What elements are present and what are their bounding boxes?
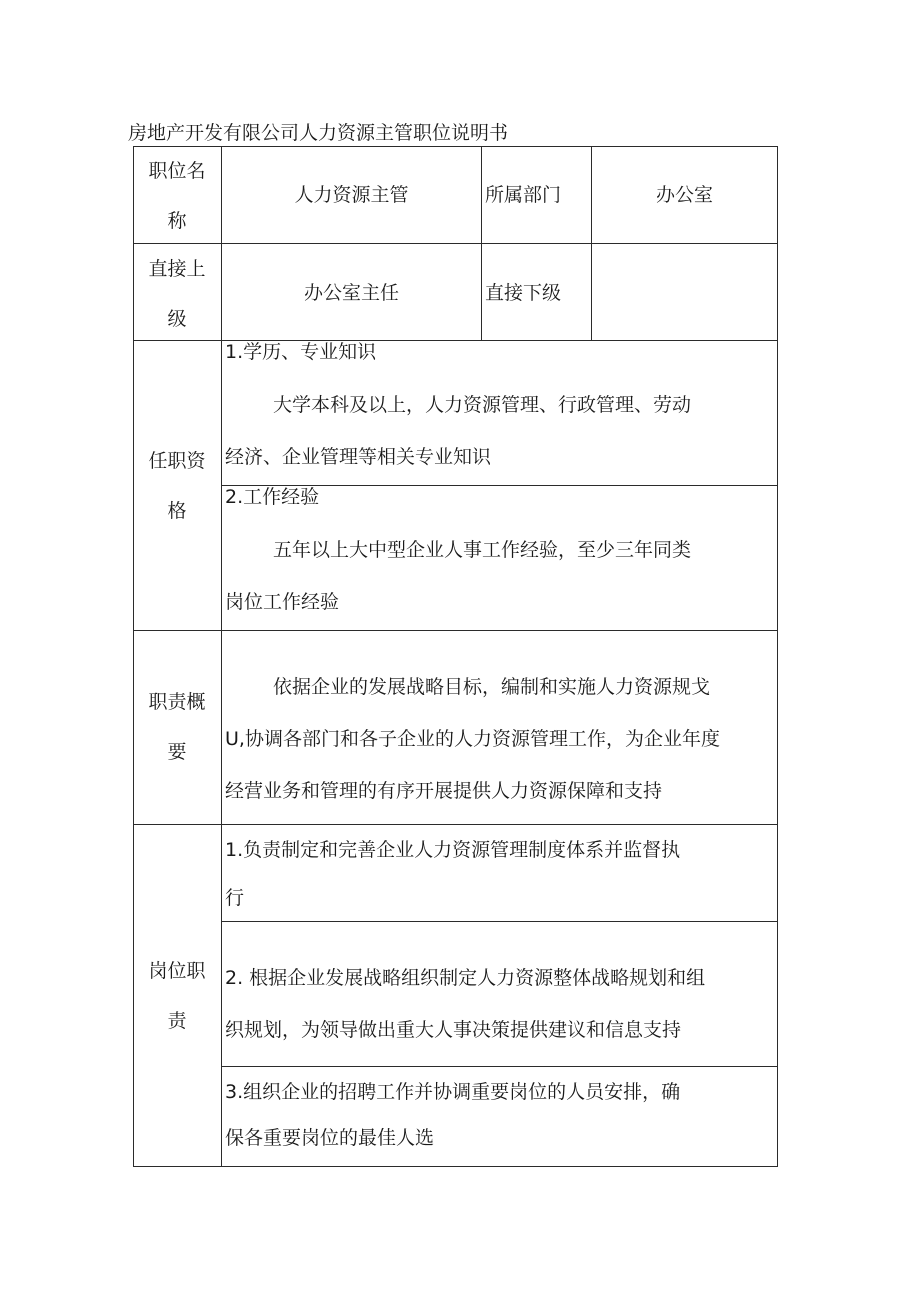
experience-text: 五年以上大中型企业人事工作经验，至少三年同类 (273, 539, 692, 561)
department-label: 所属部门 (485, 184, 562, 206)
row-divider (133, 824, 778, 825)
education-text: 大学本科及以上，人力资源管理、行政管理、劳动 (273, 394, 692, 416)
education-text: 经济、企业管理等相关专业知识 (225, 446, 492, 468)
qualifications-label: 任职资 格 (148, 450, 206, 522)
experience-heading: 2.工作经验 (225, 486, 320, 508)
experience-section (225, 477, 691, 628)
education-section (225, 332, 691, 483)
table-border-top (133, 146, 778, 147)
table-border-bottom (133, 1166, 778, 1167)
job-duties-label: 岗位职 责 (148, 960, 206, 1032)
row-divider (133, 243, 778, 244)
row-divider (221, 1066, 778, 1067)
position-name-value: 人力资源主管 (294, 184, 409, 206)
document-title: 房地产开发有限公司人力资源主管职位说明书 (128, 122, 509, 144)
duty-item: 3.组织企业的招聘工作并协调重要岗位的人员安排，确 保各重要岗位的最佳人选 (225, 1081, 681, 1149)
table-border-right (777, 146, 778, 1167)
position-name-label: 职位名 称 (148, 160, 206, 232)
responsibility-summary-text: 依据企业的发展战略目标，编制和实施人力资源规戈 U,协调各部门和各子企业的人力资源管理工作，为企业年度 经营业务和管理的有序开展提供人力资源保障和支持 (225, 676, 720, 802)
job-description-table (133, 146, 778, 1167)
column-divider (481, 146, 482, 341)
duty-item: 2. 根据企业发展战略组织制定人力资源整体战略规划和组 织规划，为领导做出重大人事决策提供建议和信息支持 (225, 967, 706, 1041)
responsibility-summary-label: 职责概 要 (148, 691, 206, 763)
direct-subordinate-label: 直接下级 (485, 282, 562, 304)
experience-text: 岗位工作经验 (225, 591, 340, 613)
department-value: 办公室 (655, 184, 713, 206)
direct-superior-label: 直接上 级 (148, 258, 206, 330)
education-heading: 1.学历、专业知识 (225, 341, 377, 363)
row-divider (133, 630, 778, 631)
duty-item: 1.负责制定和完善企业人力资源管理制度体系并监督执 行 (225, 839, 681, 909)
direct-superior-value: 办公室主任 (303, 282, 399, 304)
